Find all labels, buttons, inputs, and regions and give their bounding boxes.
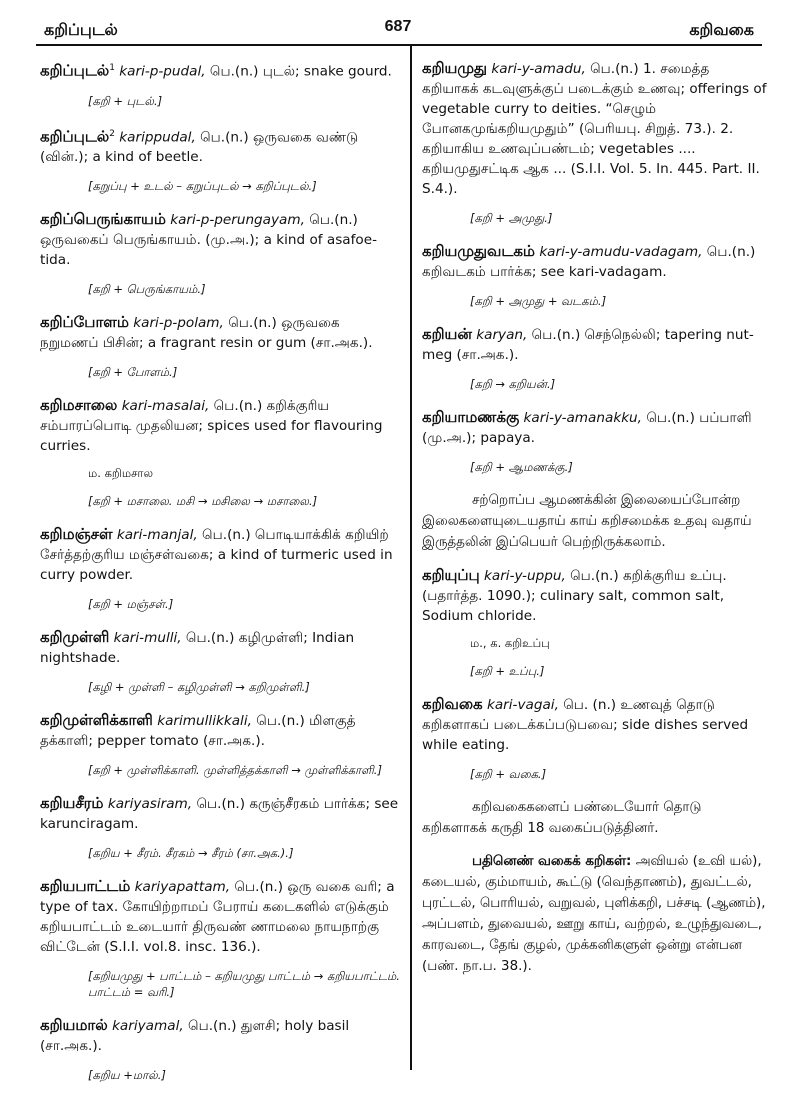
etymology: [கறி + மசாலை. மசி → மசிலை → மசாலை.]: [88, 494, 318, 509]
cognate: ம. கறிமசால: [88, 466, 153, 481]
headword: கறிப்புடல்: [40, 61, 110, 80]
dictionary-entry: [422, 324, 767, 365]
transliteration: kari-y-amadu,: [491, 61, 586, 77]
definition: பெ.(n.) ஒருவகை வண்டு (வின்.); a kind of beetle.: [40, 129, 359, 166]
definition: பெ.(n.) கறிக்குரிய சம்பாரப்பொடி முதலியன; spices used for flavouring curries.: [40, 398, 383, 455]
definition: பெ.(n.) கறிக்குரிய உப்பு. (பதார்த்த. 1090.); culinary salt, common salt, Sodium chloride.: [422, 568, 727, 624]
transliteration: kariyapattam,: [134, 879, 231, 896]
dictionary-entry: [40, 1015, 400, 1056]
transliteration: kari-p-polam,: [133, 315, 224, 332]
headword: கறியுப்பு: [422, 566, 480, 584]
definition: பெ.(n.) பப்பாளி (மு.அ.); papaya.: [422, 410, 752, 446]
transliteration: kari-y-amudu-vadagam,: [539, 244, 703, 260]
definition: பெ.(n.) துளசி; holy basil (சா.அக.).: [40, 1018, 350, 1055]
headword: கறிமஞ்சள்: [40, 525, 113, 544]
transliteration: kariyamal,: [112, 1018, 184, 1035]
headword: கறிப்போளம்: [40, 313, 129, 332]
headword: கறியமுதுவடகம்: [422, 242, 535, 260]
dictionary-entry: [422, 565, 767, 626]
dictionary-entry: [40, 876, 400, 957]
homonym-number: 2: [109, 128, 115, 139]
etymology: [கறி + ஆமணக்கு.]: [470, 460, 573, 474]
dictionary-entry: [40, 793, 400, 834]
column-divider: [410, 46, 412, 1070]
definition: பெ.(n.) கருஞ்சீரகம் பார்க்க; see karunciragam.: [40, 796, 399, 833]
transliteration: kari-mulli,: [113, 630, 182, 647]
definition: பெ.(n.) புடல்; snake gourd.: [205, 63, 392, 80]
headword: கறியபாட்டம்: [40, 877, 131, 896]
left-column: [40, 58, 400, 1098]
etymology: [கழி + முள்ளி – கழிமுள்ளி → கறிமுள்ளி.]: [88, 680, 310, 695]
definition: பெ.(n.) 1. சமைத்த கறியாகக் கடவுளுக்குப் படைக்கும் உணவு; offerings of vegetable curry to deities. “செழும் போனகமுங்கறியமுதும்” (பெரியபு. சிறுத். 73.). 2. கறியாகிய உணவுப்பண்டம்; vegetables .... கறியமுதுசட்டிக ஆக ... (S.I.I. Vol. 5. In. 445. Part. II. S.4.).: [422, 61, 767, 197]
etymology: [கறியமுது + பாட்டம் – கறியமுது பாட்டம் → கறியபாட்டம். பாட்டம் = வரி.]: [88, 969, 400, 1000]
dictionary-entry: [422, 241, 767, 282]
etymology: [கறி + அமுது.]: [470, 211, 553, 225]
definition: பெ.(n.) ஒருவகைப் பெருங்காயம். (மு.அ.); a kind of asafoe-tida.: [40, 212, 377, 269]
etymology: [கறி + உப்பு.]: [470, 664, 545, 678]
page-number: 687: [384, 18, 412, 35]
dictionary-entry: [40, 124, 400, 168]
final-note: [422, 851, 767, 977]
dictionary-entry: [40, 524, 400, 585]
homonym-number: 1: [109, 63, 115, 73]
transliteration: karippudal,: [119, 129, 196, 146]
dictionary-entry: [422, 694, 767, 755]
headword: கறியமால்: [40, 1016, 108, 1035]
dictionary-entry: [40, 312, 400, 353]
headword: கறிப்புடல்: [40, 127, 110, 146]
definition: பெ.(n.) கறிவடகம் பார்க்க; see kari-vadagam.: [422, 244, 756, 280]
definition: பெ.(n.) கழிமுள்ளி; Indian nightshade.: [40, 630, 355, 667]
headword: கறிப்பெருங்காயம்: [40, 210, 166, 229]
etymology: [கறுப்பு + உடல் – கறுப்புடல் → கறிப்புடல்.]: [88, 179, 317, 194]
etymology: [கறிய +மால்.]: [88, 1068, 166, 1083]
definition: பெ.(n.) ஒருவகை நறுமணப் பிசின்; a fragrant resin or gum (சா.அக.).: [40, 315, 373, 352]
transliteration: kari-p-pudal,: [119, 63, 206, 80]
transliteration: kariyasiram,: [107, 796, 193, 813]
etymology: [கறி → கறியன்.]: [470, 377, 556, 391]
dictionary-entry: [422, 58, 767, 199]
etymology: [கறி + புடல்.]: [88, 93, 163, 108]
transliteration: kari-masalai,: [121, 398, 210, 415]
definition: பெ.(n.) மிளகுத் தக்காளி; pepper tomato (சா.அக.).: [40, 713, 356, 750]
headword: கறிமசாலை: [40, 396, 118, 415]
headword: கறிமுள்ளிக்காளி: [40, 711, 153, 730]
etymology: [கறி + முள்ளிக்காளி. முள்ளித்தக்காளி → முள்ளிக்காளி.]: [88, 763, 382, 778]
transliteration: kari-vagai,: [486, 697, 559, 713]
transliteration: kari-p-perungayam,: [170, 212, 305, 229]
transliteration: karyan,: [476, 327, 528, 343]
headword: கறியமுது: [422, 59, 488, 77]
dictionary-entry: [40, 209, 400, 270]
headword: கறியசீரம்: [40, 794, 104, 813]
etymology: [கறி + மஞ்சள்.]: [88, 597, 174, 612]
final-note-text: அவியல் (உவி யல்), கடையல், கும்மாயம், கூட்டு (வெந்தாணம்), துவட்டல், புரட்டல், பொரியல், வறுவல், புளிக்கறி, பச்சடி (ஆணம்), அப்பளம், துவையல், ஊறு காய், வற்றல், உழுந்துவடை, காரவடை, தேங் குழல், முக்கனிகளுள் ஒன்று என்பன (பண். நா.ப. 38.).: [422, 854, 766, 974]
cognate: ம., க. கறிஉப்பு: [470, 636, 550, 650]
definition: பெ.(n.) செந்நெல்லி; tapering nut-meg (சா.அக.).: [422, 327, 754, 363]
header-left-guideword: கறிப்புடல்: [44, 20, 118, 39]
etymology: [கறி + வகை.]: [470, 767, 547, 781]
dictionary-entry: [422, 407, 767, 448]
header-rule: [36, 44, 762, 46]
headword: கறிவகை: [422, 695, 483, 713]
dictionary-entry: [40, 395, 400, 456]
etymology: [கறிய + சீரம். சீரகம் → சீரம் (சா.அக.).]: [88, 846, 294, 861]
headword: கறியன்: [422, 325, 472, 343]
definition: பெ. (n.) உணவுத் தொடு கறிகளாகப் படைக்கப்படுபவை; side dishes served while eating.: [422, 697, 749, 753]
headword: கறிமுள்ளி: [40, 628, 110, 647]
dictionary-entry: [40, 58, 400, 82]
transliteration: kari-y-amanakku,: [523, 410, 642, 426]
transliteration: kari-manjal,: [116, 527, 198, 544]
right-column: [422, 58, 767, 989]
explanatory-note: சற்றொப்ப ஆமணக்கின் இலையைப்போன்ற இலைகளையுடையதாய் காய் கறிசமைக்க உதவு வதாய் இருத்தலின் இப்பெயர் பெற்றிருக்கலாம்.: [422, 493, 752, 550]
etymology: [கறி + பெருங்காயம்.]: [88, 282, 206, 297]
transliteration: kari-y-uppu,: [484, 568, 566, 584]
definition: பெ.(n.) பொடியாக்கிக் கறியிற் சேர்த்தற்குரிய மஞ்சள்வகை; a kind of turmeric used in curry powder.: [40, 527, 393, 584]
headword: கறியாமணக்கு: [422, 408, 520, 426]
dictionary-entry: [40, 627, 400, 668]
etymology: [கறி + போளம்.]: [88, 365, 178, 380]
definition: பெ.(n.) ஒரு வகை வரி; a type of tax. கோயிற்றாமப் பேராய் கடைகளில் எடுக்கும் கறியபாட்டம் உடையார் திருவண் ணாமலை நாயநாற்கு விட்டேன் (S.I.I. vol.8. insc. 136.).: [40, 879, 395, 956]
etymology: [கறி + அமுது + வடகம்.]: [470, 294, 607, 308]
header-right-guideword: கறிவகை: [689, 20, 754, 39]
transliteration: karimullikkali,: [157, 713, 252, 730]
explanatory-note: கறிவகைகளைப் பண்டையோர் தொடு கறிகளாகக் கருதி 18 வகைப்படுத்தினர்.: [422, 800, 702, 836]
dictionary-entry: [40, 710, 400, 751]
page-header: [36, 16, 760, 46]
final-note-bold: பதினெண் வகைக் கறிகள்:: [472, 854, 632, 869]
